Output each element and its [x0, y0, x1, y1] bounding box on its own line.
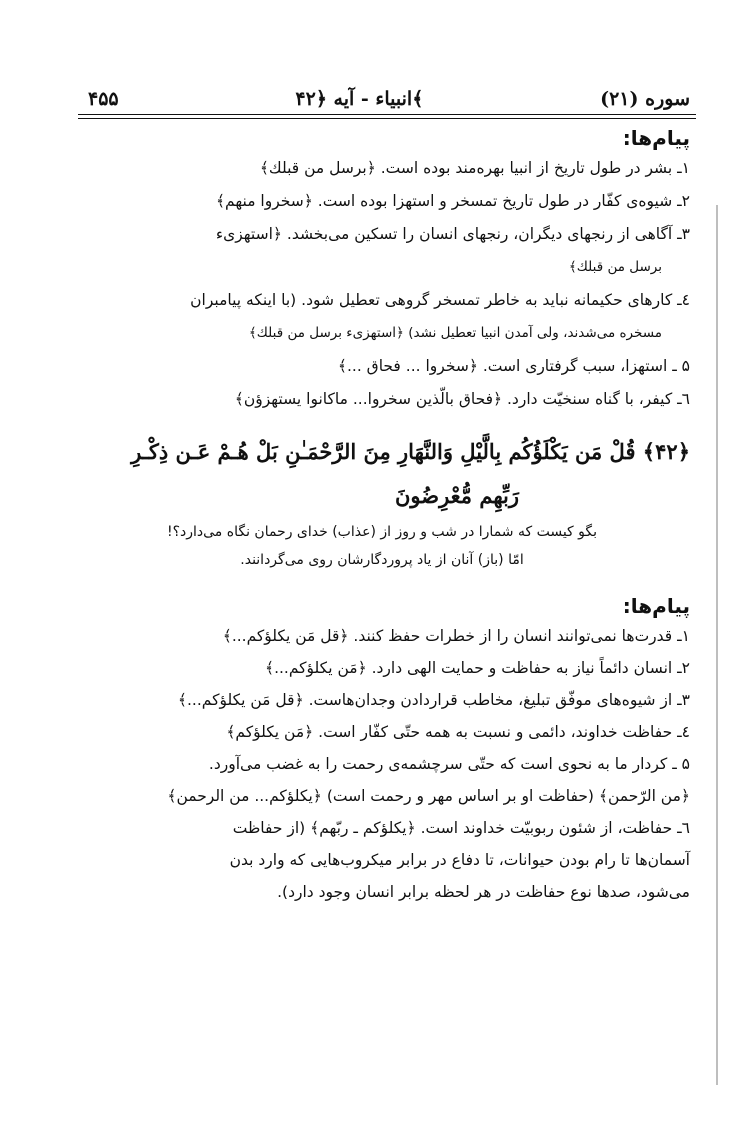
quran-verse [74, 430, 690, 518]
header-title: انبیاء - آیه ﴿۴۲﴾ [295, 88, 424, 110]
messages-section-1 [74, 124, 690, 416]
message-line-continuation: می‌شود، صدها نوع حفاظت در هر لحظه برابر انسان وجود دارد). [277, 883, 690, 901]
message-line: ۳ـ آگاهی از رنجهای دیگران، رنجهای انسان را تسکین می‌بخشد. ﴿استهزیء [215, 225, 690, 243]
message-line: ۳ـ از شیوه‌های موفّق تبلیغ، مخاطب قراردادن وجدان‌هاست. ﴿قل مَن یکلؤکم...﴾ [177, 691, 690, 709]
page-header [88, 80, 690, 110]
message-line-continuation: برسل من قبلك﴾ [568, 259, 662, 275]
verse-line: ﴿۴۲﴾ قُلْ مَن يَكْلَؤُكُم بِالَّيْلِ وَالنَّهَارِ مِنَ الرَّحْمَـٰنِ بَلْ هُـمْ عَـن ذِكْـرِ [131, 439, 690, 464]
message-line: ٦ـ حفاظت، از شئون ربوبیّت خداوند است. ﴿یکلؤکم ـ ربّهم﴾ (از حفاظت [232, 819, 690, 837]
surah-label: سوره (۲۱) [600, 88, 690, 110]
header-rule-top [78, 114, 696, 115]
message-line: ۵ ـ استهزا، سبب گرفتاری است. ﴿سخروا ... فحاق ...﴾ [337, 357, 690, 375]
message-line: ۱ـ قدرت‌ها نمی‌توانند انسان را از خطرات حفظ کنند. ﴿قل مَن یکلؤکم...﴾ [222, 627, 690, 645]
page-content [74, 124, 690, 908]
verse-line: رَبِّهِم مُّعْرِضُونَ [394, 483, 520, 508]
page-edge-shadow [716, 205, 718, 1085]
message-line: ٤ـ کارهای حکیمانه نباید به خاطر تمسخر گروهی تعطیل شود. (با اینکه پیامبران [190, 291, 690, 309]
message-line-continuation: مسخره می‌شدند، ولی آمدن انبیا تعطیل نشد) ﴿استهزیء برسل من قبلك﴾ [248, 325, 662, 341]
section-title: پیام‌ها: [622, 594, 690, 618]
message-line: ٤ـ حفاظت خداوند، دائمی و نسبت به همه حتّی کفّار است. ﴿مَن یکلؤکم﴾ [226, 723, 690, 741]
verse-translation [74, 518, 690, 574]
message-line: ٦ـ کیفر، با گناه سنخیّت دارد. ﴿فحاق بالّذین سخروا... ماکانوا یستهزؤن﴾ [234, 390, 690, 408]
page-number: ۴۵۵ [88, 88, 119, 110]
message-line: ۲ـ شیوه‌ی کفّار در طول تاریخ تمسخر و استهزا بوده است. ﴿سخروا منهم﴾ [215, 192, 690, 210]
translation-line: امّا (باز) آنان از یاد پروردگارشان روی می‌گردانند. [240, 552, 524, 568]
message-line: ۱ـ بشر در طول تاریخ از انبیا بهره‌مند بوده است. ﴿برسل من قبلك﴾ [259, 159, 690, 177]
translation-line: بگو کیست که شمارا در شب و روز از (عذاب) خدای رحمان نگاه می‌دارد؟! [166, 524, 598, 540]
messages-section-2 [74, 592, 690, 908]
message-line-continuation: ﴿من الرّحمن﴾ (حفاظت او بر اساس مهر و رحمت است) ﴿یکلؤکم... من الرحمن﴾ [167, 787, 690, 805]
section-title: پیام‌ها: [622, 126, 690, 150]
message-line: ۲ـ انسان دائماً نیاز به حفاظت و حمایت الهی دارد. ﴿مَن یکلؤکم...﴾ [264, 659, 690, 677]
message-line-continuation: آسمان‌ها تا رام بودن حیوانات، تا دفاع در برابر میکروب‌هایی که وارد بدن [229, 851, 690, 869]
spacer [74, 574, 690, 592]
message-line: ۵ ـ کردار ما به نحوی است که حتّی سرچشمه‌ی رحمت را به غضب می‌آورد. [208, 755, 690, 773]
header-rule-bottom [78, 118, 696, 119]
spacer [74, 416, 690, 430]
